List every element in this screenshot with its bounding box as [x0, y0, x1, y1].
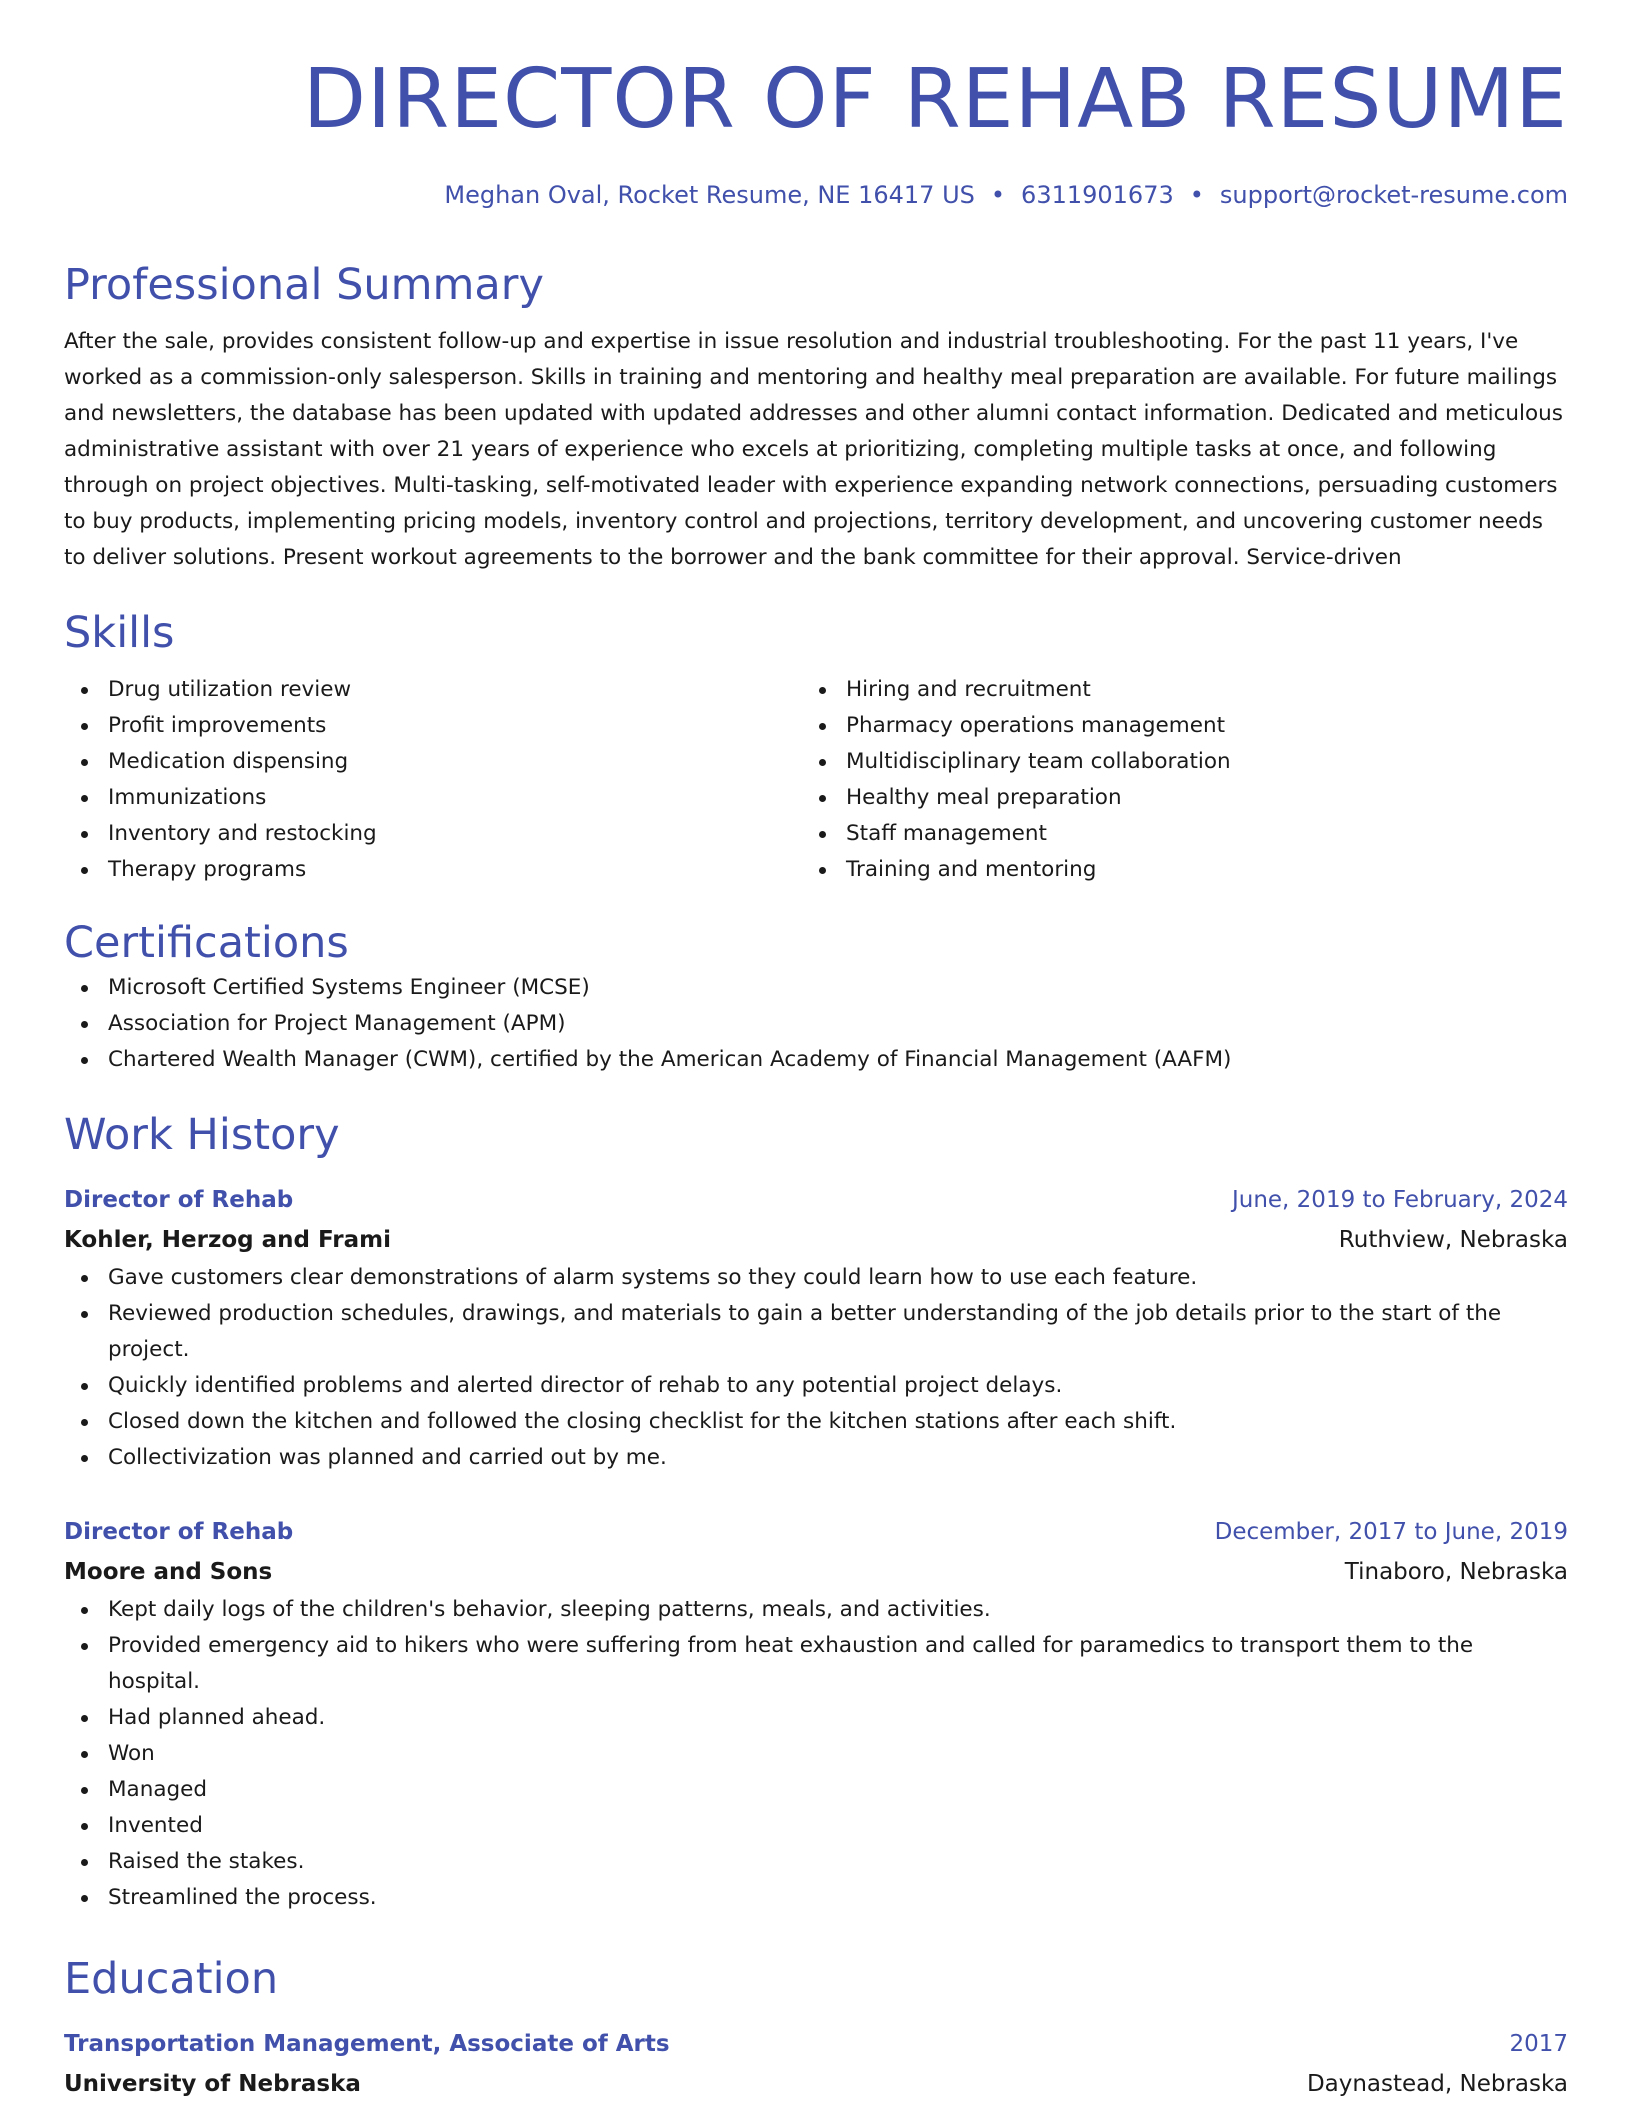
- summary-text: After the sale, provides consistent follow-up and expertise in issue resolution and industrial troubleshooting. For the past 11 years, I've worked as a commission-only salesperson. Skills in training and mentoring and healthy meal preparation are available. For future mailings and newsletters, the database has been updated with updated addresses and other alumni contact information. Dedicated and meticulous administrative assistant with over 21 years of experience who excels at prioritizing, completing multiple tasks at once, and following through on project objectives. Multi-tasking, self-motivated leader with experience expanding network connections, persuading customers to buy products, implementing pricing models, inventory control and projections, territory development, and uncovering customer needs to deliver solutions. Present workout agreements to the borrower and the bank committee for their approval. Service-driven: [64, 329, 1563, 570]
- education-degree-row: [64, 2024, 1568, 2064]
- resume-title: DIRECTOR OF REHAB RESUME: [302, 52, 1568, 147]
- job-role: Director of Rehab: [64, 1187, 294, 1213]
- contact-address: Meghan Oval, Rocket Resume, NE 16417 US: [444, 181, 975, 209]
- job-company-row: [64, 1220, 1568, 1260]
- skill-item: Inventory and restocking: [64, 816, 802, 852]
- certifications-section: [64, 916, 1568, 1078]
- job-bullet: Closed down the kitchen and followed the closing checklist for the kitchen stations after each shift.: [64, 1404, 1568, 1440]
- job-bullet: Provided emergency aid to hikers who were suffering from heat exhaustion and called for paramedics to transport them to the hospital.: [64, 1628, 1568, 1700]
- skill-item: Drug utilization review: [64, 672, 802, 708]
- resume-header: [64, 50, 1568, 212]
- education-entry: [64, 2024, 1568, 2104]
- skills-heading: Skills: [64, 608, 175, 658]
- skills-section: [64, 606, 1568, 888]
- education-school-row: [64, 2064, 1568, 2104]
- skill-item: Hiring and recruitment: [802, 672, 1540, 708]
- job-bullets: [64, 1260, 1568, 1476]
- job-bullet: Invented: [64, 1808, 1568, 1844]
- job-bullet: Reviewed production schedules, drawings, and materials to gain a better understanding of the job details prior to the start of the project.: [64, 1296, 1568, 1368]
- certifications-heading: Certifications: [64, 918, 349, 968]
- job-role: Director of Rehab: [64, 1519, 294, 1545]
- skill-item: Therapy programs: [64, 852, 802, 888]
- job-company-row: [64, 1552, 1568, 1592]
- skill-item: Multidisciplinary team collaboration: [802, 744, 1540, 780]
- contact-phone: 6311901673: [1021, 181, 1174, 209]
- job-bullet: Collectivization was planned and carried out by me.: [64, 1440, 1568, 1476]
- job-title-row: [64, 1180, 1568, 1220]
- job-bullet: Kept daily logs of the children's behavior, sleeping patterns, meals, and activities.: [64, 1592, 1568, 1628]
- skills-columns: [64, 672, 1568, 888]
- job-entry: [64, 1180, 1568, 1476]
- skill-item: Medication dispensing: [64, 744, 802, 780]
- job-location: Ruthview, Nebraska: [1338, 1227, 1568, 1253]
- work-history-heading: Work History: [64, 1110, 340, 1160]
- job-dates: December, 2017 to June, 2019: [1214, 1519, 1568, 1545]
- summary-heading: Professional Summary: [64, 260, 544, 310]
- certification-item: Association for Project Management (APM): [64, 1006, 1568, 1042]
- job-bullet: Quickly identified problems and alerted director of rehab to any potential project delays.: [64, 1368, 1568, 1404]
- job-company: Kohler, Herzog and Frami: [64, 1227, 391, 1253]
- job-location: Tinaboro, Nebraska: [1344, 1559, 1568, 1585]
- education-section: [64, 1952, 1568, 2104]
- job-entry: [64, 1512, 1568, 1916]
- job-bullet: Gave customers clear demonstrations of alarm systems so they could learn how to use each feature.: [64, 1260, 1568, 1296]
- job-bullet: Won: [64, 1736, 1568, 1772]
- education-heading: Education: [64, 1954, 279, 2004]
- contact-separator: •: [990, 181, 1006, 209]
- job-dates: June, 2019 to February, 2024: [1231, 1187, 1568, 1213]
- skill-item: Profit improvements: [64, 708, 802, 744]
- certification-item: Microsoft Certified Systems Engineer (MCSE): [64, 970, 1568, 1006]
- skill-item: Training and mentoring: [802, 852, 1540, 888]
- education-year: 2017: [1509, 2031, 1568, 2057]
- skill-item: Immunizations: [64, 780, 802, 816]
- skill-item: Healthy meal preparation: [802, 780, 1540, 816]
- contact-line: [64, 178, 1568, 212]
- contact-email: support@rocket-resume.com: [1219, 181, 1568, 209]
- job-bullet: Managed: [64, 1772, 1568, 1808]
- job-bullet: Streamlined the process.: [64, 1880, 1568, 1916]
- certifications-list: [64, 970, 1568, 1078]
- summary-section: [64, 258, 1568, 576]
- certification-item: Chartered Wealth Manager (CWM), certified by the American Academy of Financial Management (AAFM): [64, 1042, 1568, 1078]
- education-degree: Transportation Management, Associate of Arts: [64, 2031, 670, 2057]
- skills-list-right: [802, 672, 1540, 888]
- skill-item: Pharmacy operations management: [802, 708, 1540, 744]
- skills-list-left: [64, 672, 802, 888]
- education-school: University of Nebraska: [64, 2071, 361, 2097]
- skill-item: Staff management: [802, 816, 1540, 852]
- job-bullets: [64, 1592, 1568, 1916]
- skills-column-left: [64, 672, 802, 888]
- job-company: Moore and Sons: [64, 1559, 273, 1585]
- job-title-row: [64, 1512, 1568, 1552]
- job-bullet: Had planned ahead.: [64, 1700, 1568, 1736]
- skills-column-right: [802, 672, 1540, 888]
- work-history-section: [64, 1108, 1568, 1916]
- contact-separator: •: [1189, 181, 1204, 209]
- job-bullet: Raised the stakes.: [64, 1844, 1568, 1880]
- education-location: Daynastead, Nebraska: [1306, 2071, 1568, 2097]
